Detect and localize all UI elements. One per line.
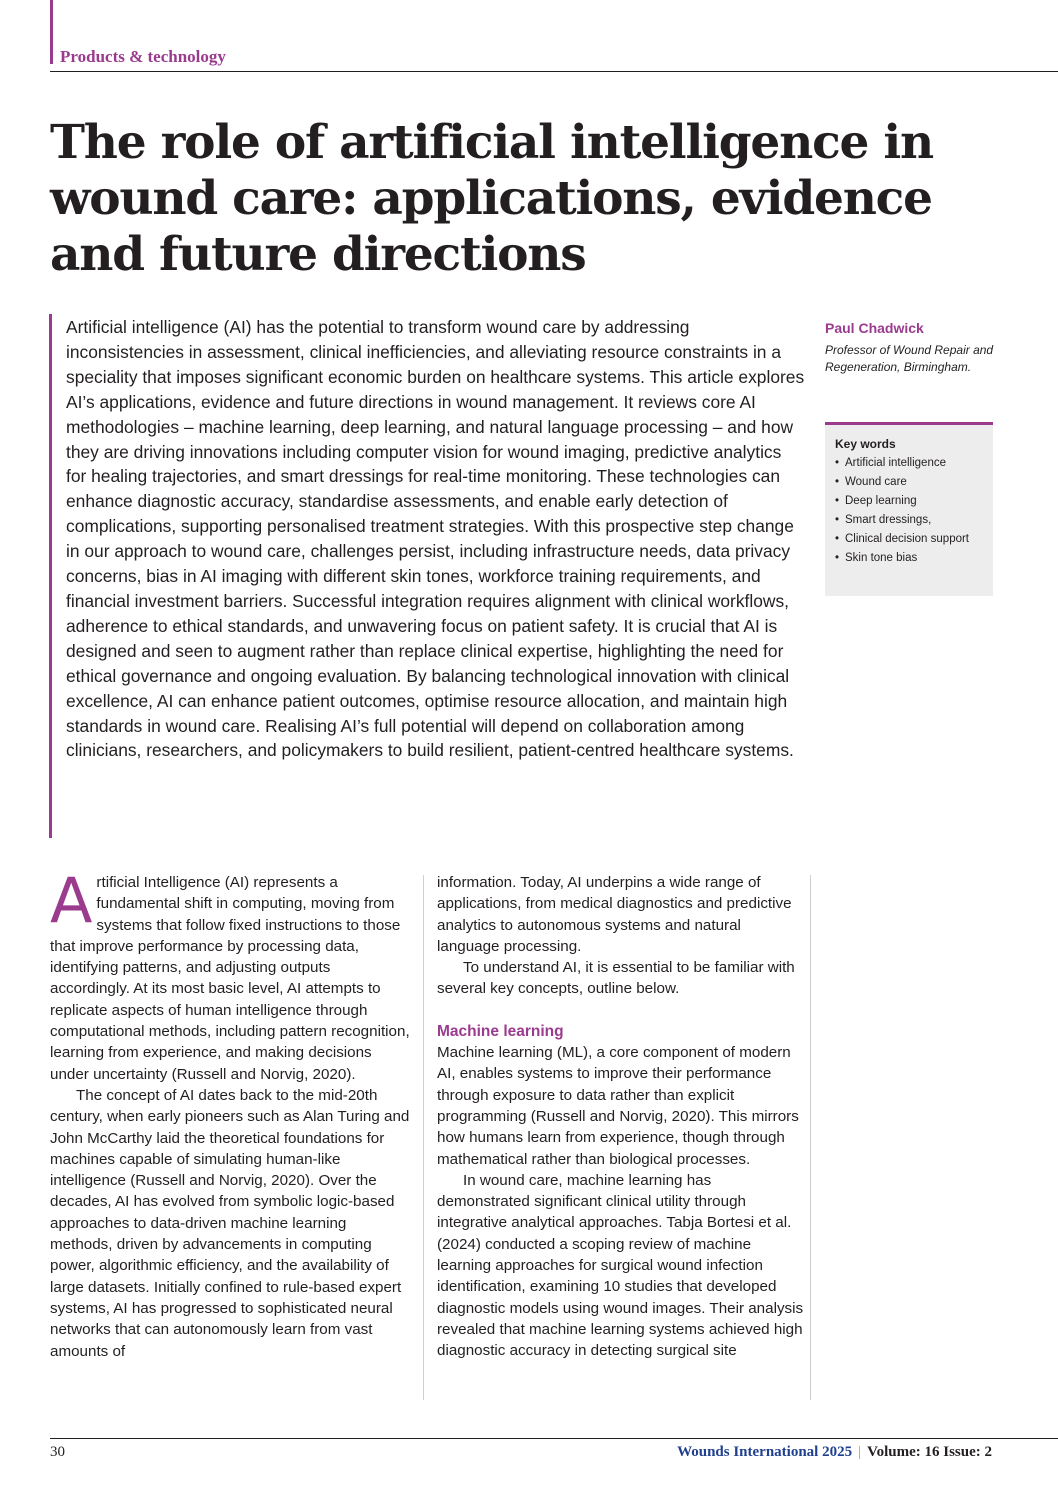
keywords-title: Key words	[835, 437, 896, 451]
body-column-right	[437, 872, 807, 1362]
article-title: The role of artificial intelligence in wound care: applications, evidence and future directions	[50, 115, 934, 282]
abstract-accent-bar	[49, 314, 52, 838]
body-paragraph: Machine learning (ML), a core component of modern AI, enables systems to improve their performance through exposure to data rather than explicit programming (Russell and Norvig, 2020). This mirrors how humans learn from experience, though through mathematical rather than biological processes.	[437, 1044, 799, 1168]
body-paragraph: information. Today, AI underpins a wide range of applications, from medical diagnostics and predictive analytics to autonomous systems and natural language processing.	[437, 874, 792, 955]
footer-citation	[677, 1444, 992, 1461]
body-paragraph: In wound care, machine learning has demonstrated significant clinical utility through integrative analytical approaches. Tabja Bortesi et al. (2024) conducted a scoping review of machine learning approaches for surgical wound infection identification, examining 10 studies that developed diagnostic models using wound images. Their analysis revealed that machine learning systems achieved high diagnostic accuracy in detecting surgical site	[437, 1171, 804, 1360]
journal-name: Wounds International 2025	[677, 1444, 853, 1460]
header-rule	[50, 71, 1058, 72]
keywords-list	[835, 455, 985, 567]
body-column-left	[50, 864, 410, 1362]
keyword-item: • Wound care	[835, 474, 985, 491]
author-affiliation: Professor of Wound Repair and Regeneration, Birmingham.	[825, 343, 994, 374]
section-label: Products & technology	[60, 47, 226, 66]
body-paragraph: To understand AI, it is essential to be familiar with several key concepts, outline below.	[437, 959, 795, 998]
column-divider	[423, 875, 424, 1400]
page-number: 30	[50, 1444, 65, 1460]
body-paragraph-text: rtificial Intelligence (AI) represents a fundamental shift in computing, moving from systems that follow fixed instructions to those that improve performance by processing data, identifying patterns, and adjusting outputs accordingly. At its most basic level, AI attempts to replicate aspects of human intelligence through computational methods, including pattern recognition, learning from experience, and making decisions under uncertainty (Russell and Norvig, 2020).	[50, 874, 410, 1083]
keyword-item: • Clinical decision support	[835, 531, 985, 548]
keyword-item: • Skin tone bias	[835, 550, 985, 567]
abstract: Artificial intelligence (AI) has the potential to transform wound care by addressing inconsistencies in assessment, clinical inefficiencies, and alleviating resource constraints in a speciality that imposes significant economic burden on healthcare systems. This article explores AI’s applications, evidence and future directions in wound management. It reviews core AI methodologies – machine learning, deep learning, and natural language processing – and how they are driving innovations including computer vision for wound imaging, predictive analytics for healing trajectories, and smart dressings for real-time monitoring. These technologies can enhance diagnostic accuracy, standardise assessments, and enable early detection of complications, supporting personalised treatment strategies. With this prospective step change in our approach to wound care, challenges persist, including infrastructure needs, data privacy concerns, bias in AI imaging with different skin tones, workforce training requirements, and financial investment barriers. Successful integration requires alignment with clinical workflows, adherence to ethical standards, and unwavering focus on patient safety. It is crucial that AI is designed and seen to augment rather than replace clinical expertise, highlighting the need for ethical governance and ongoing evaluation. By balancing technological innovation with clinical excellence, AI can enhance patient outcomes, optimise resource allocation, and maintain high standards in wound care. Realising AI’s full potential will depend on collaboration among clinicians, researchers, and policymakers to build resilient, patient-centred healthcare systems.	[66, 317, 805, 761]
keyword-item: • Artificial intelligence	[835, 455, 985, 472]
author-block	[825, 318, 1000, 376]
footer-rule	[50, 1438, 1058, 1439]
volume-issue: Volume: 16 Issue: 2	[867, 1444, 992, 1460]
footer-separator: |	[858, 1444, 862, 1460]
column-divider	[810, 875, 811, 1400]
keyword-item: • Smart dressings,	[835, 512, 985, 529]
drop-cap: A	[50, 864, 93, 937]
author-name: Paul Chadwick	[825, 320, 924, 336]
section-subheading: Machine learning	[437, 1022, 564, 1040]
keyword-item: • Deep learning	[835, 493, 985, 510]
section-accent-bar	[50, 0, 53, 64]
body-paragraph: The concept of AI dates back to the mid-20th century, when early pioneers such as Alan Turing and John McCarthy laid the theoretical foundations for machines capable of simulating human-like intelligence (Russell and Norvig, 2020). Over the decades, AI has evolved from symbolic logic-based approaches to data-driven machine learning methods, driven by advancements in computing power, algorithmic efficiency, and the availability of large datasets. Initially confined to rule-based expert systems, AI has progressed to sophisticated neural networks that can autonomously learn from vast amounts of	[50, 1086, 410, 1360]
keywords-box	[825, 422, 993, 596]
body-paragraph	[50, 864, 410, 1085]
